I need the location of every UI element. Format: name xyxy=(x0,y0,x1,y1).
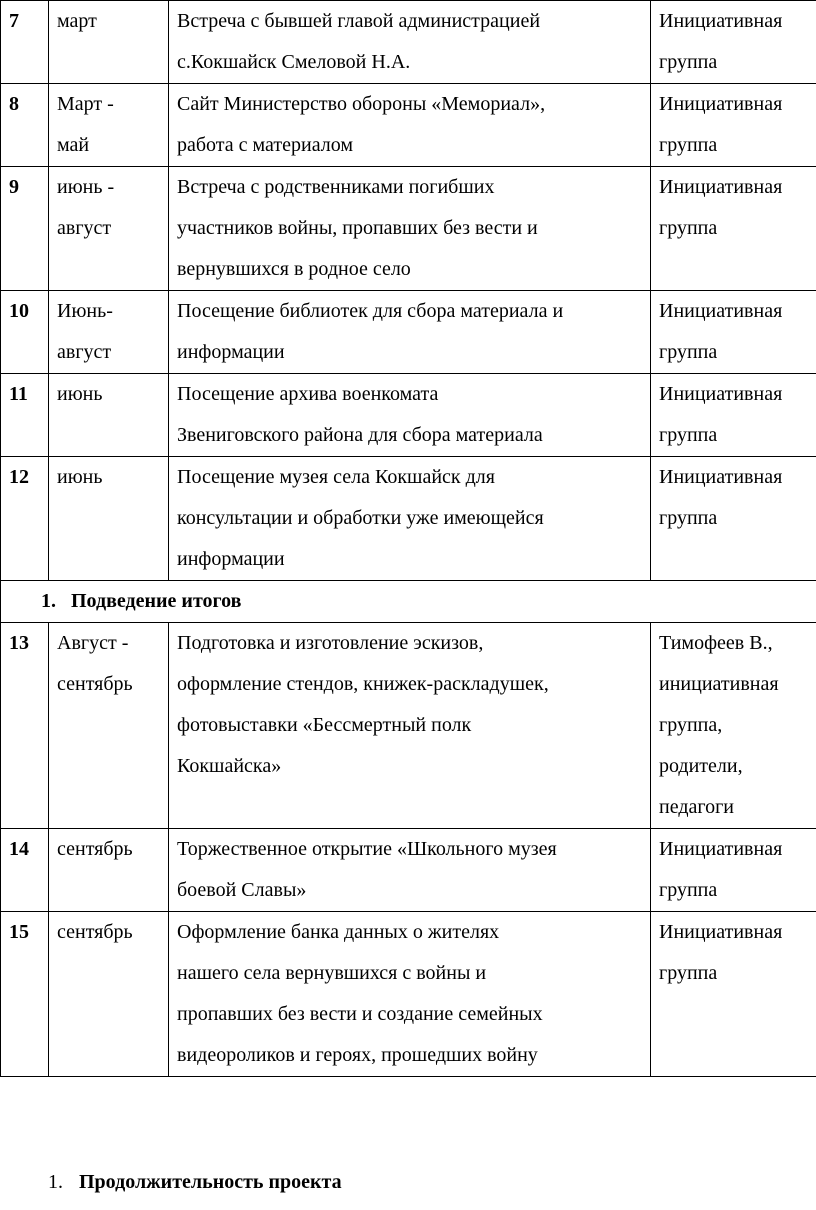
duration-heading-number: 1. xyxy=(48,1171,63,1193)
row-date-line: июнь xyxy=(57,383,103,405)
row-event-line: информации xyxy=(177,341,285,363)
row-date-line: Август - xyxy=(57,632,129,654)
row-responsible-line: Инициативная xyxy=(659,176,783,198)
row-date xyxy=(49,623,169,829)
row-responsible-line: группа xyxy=(659,424,718,446)
row-event-line: Кокшайска» xyxy=(177,755,282,777)
row-date-line: август xyxy=(57,217,112,239)
row-event-line: фотовыставки «Бессмертный полк xyxy=(177,714,472,736)
row-event-line: Посещение архива военкомата xyxy=(177,383,439,405)
row-responsible-line: группа xyxy=(659,341,718,363)
row-responsible-line: группа xyxy=(659,879,718,901)
row-event-line: видеороликов и героях, прошедших войну xyxy=(177,1044,538,1066)
row-responsible-line: группа xyxy=(659,134,718,156)
row-event xyxy=(169,84,651,167)
table-row xyxy=(1,457,816,581)
row-date-line: Июнь- xyxy=(57,300,113,322)
table-body-activities xyxy=(1,1,816,581)
row-event-line: работа с материалом xyxy=(177,134,354,156)
row-date-line: март xyxy=(57,10,97,32)
row-responsible xyxy=(651,829,816,912)
table-row xyxy=(1,374,816,457)
row-date xyxy=(49,84,169,167)
row-responsible-line: группа, xyxy=(659,714,723,736)
section-heading xyxy=(1,581,816,623)
table-row xyxy=(1,84,816,167)
row-responsible-line: Инициативная xyxy=(659,93,783,115)
table-body-section xyxy=(1,581,816,623)
row-responsible-line: Инициативная xyxy=(659,10,783,32)
row-date-line: сентябрь xyxy=(57,673,133,695)
row-event-line: Посещение библиотек для сбора материала и xyxy=(177,300,564,322)
row-event-line: Оформление банка данных о жителях xyxy=(177,921,500,943)
row-responsible-line: группа xyxy=(659,217,718,239)
row-event xyxy=(169,374,651,457)
row-event-line: боевой Славы» xyxy=(177,879,307,901)
row-event-line: консультации и обработки уже имеющейся xyxy=(177,507,544,529)
table-row xyxy=(1,167,816,291)
row-event-line: пропавших без вести и создание семейных xyxy=(177,1003,543,1025)
row-number: 8 xyxy=(1,84,49,167)
section-number: 1. xyxy=(41,590,56,612)
row-event xyxy=(169,291,651,374)
row-event-line: участников войны, пропавших без вести и xyxy=(177,217,538,239)
row-date xyxy=(49,912,169,1077)
row-event-line: Подготовка и изготовление эскизов, xyxy=(177,632,484,654)
row-event-line: Встреча с бывшей главой администрацией xyxy=(177,10,541,32)
table-row xyxy=(1,1,816,84)
table-row xyxy=(1,291,816,374)
row-responsible xyxy=(651,84,816,167)
row-number: 10 xyxy=(1,291,49,374)
row-date xyxy=(49,829,169,912)
row-responsible-line: Инициативная xyxy=(659,466,783,488)
duration-heading-title: Продолжительность проекта xyxy=(79,1171,342,1193)
table-row xyxy=(1,623,816,829)
row-date-line: июнь xyxy=(57,466,103,488)
row-responsible-line: группа xyxy=(659,507,718,529)
row-date xyxy=(49,167,169,291)
section-row xyxy=(1,581,816,623)
row-responsible-line: Инициативная xyxy=(659,383,783,405)
row-responsible-line: педагоги xyxy=(659,796,734,818)
row-responsible xyxy=(651,374,816,457)
row-responsible-line: группа xyxy=(659,51,718,73)
row-responsible xyxy=(651,291,816,374)
row-responsible-line: Инициативная xyxy=(659,838,783,860)
row-event-line: Встреча с родственниками погибших xyxy=(177,176,495,198)
row-event-line: Сайт Министерство обороны «Мемориал», xyxy=(177,93,546,115)
row-event-line: оформление стендов, книжек-раскладушек, xyxy=(177,673,549,695)
row-event xyxy=(169,829,651,912)
section-title: Подведение итогов xyxy=(71,590,242,612)
row-responsible-line: родители, xyxy=(659,755,743,777)
row-event-line: Торжественное открытие «Школьного музея xyxy=(177,838,557,860)
row-date xyxy=(49,457,169,581)
row-number: 14 xyxy=(1,829,49,912)
row-responsible xyxy=(651,623,816,829)
row-number: 7 xyxy=(1,1,49,84)
table-row xyxy=(1,829,816,912)
row-responsible-line: Инициативная xyxy=(659,921,783,943)
duration-heading xyxy=(48,1162,342,1202)
row-responsible-line: группа xyxy=(659,962,718,984)
row-event-line: нашего села вернувшихся с войны и xyxy=(177,962,487,984)
row-event xyxy=(169,167,651,291)
row-event-line: вернувшихся в родное село xyxy=(177,258,411,280)
row-number: 15 xyxy=(1,912,49,1077)
row-date-line: июнь - xyxy=(57,176,115,198)
row-number: 9 xyxy=(1,167,49,291)
row-event-line: с.Кокшайск Смеловой Н.А. xyxy=(177,51,411,73)
row-event-line: Посещение музея села Кокшайск для xyxy=(177,466,495,488)
row-responsible-line: инициативная xyxy=(659,673,779,695)
row-date-line: май xyxy=(57,134,90,156)
row-date xyxy=(49,291,169,374)
row-event xyxy=(169,623,651,829)
row-event xyxy=(169,1,651,84)
table-row xyxy=(1,912,816,1077)
row-event-line: Звениговского района для сбора материала xyxy=(177,424,543,446)
row-responsible xyxy=(651,912,816,1077)
row-date-line: август xyxy=(57,341,112,363)
row-number: 12 xyxy=(1,457,49,581)
row-responsible-line: Инициативная xyxy=(659,300,783,322)
row-responsible-line: Тимофеев В., xyxy=(659,632,773,654)
row-number: 13 xyxy=(1,623,49,829)
row-responsible xyxy=(651,167,816,291)
row-event xyxy=(169,457,651,581)
row-responsible xyxy=(651,1,816,84)
row-date xyxy=(49,374,169,457)
row-date-line: сентябрь xyxy=(57,921,133,943)
row-event xyxy=(169,912,651,1077)
row-date xyxy=(49,1,169,84)
row-event-line: информации xyxy=(177,548,285,570)
table-body-summary xyxy=(1,623,816,1077)
row-date-line: сентябрь xyxy=(57,838,133,860)
row-number: 11 xyxy=(1,374,49,457)
row-date-line: Март - xyxy=(57,93,114,115)
row-responsible xyxy=(651,457,816,581)
